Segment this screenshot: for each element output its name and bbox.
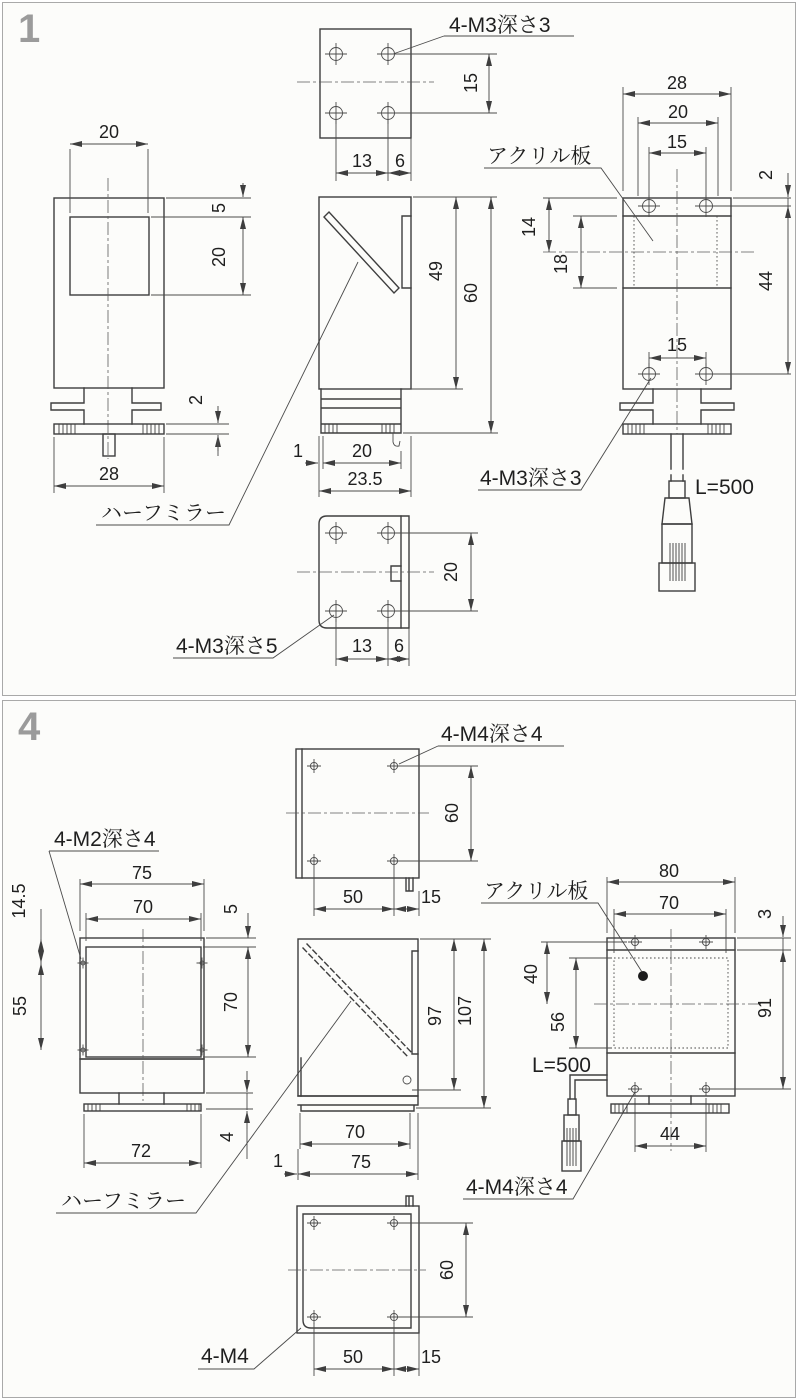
p1-right-view (484, 73, 791, 591)
p1-top-plate (320, 29, 411, 138)
screw-hole (307, 854, 321, 868)
thread-hatch (628, 424, 724, 434)
leader-line (484, 168, 653, 241)
dim-44: 44 (659, 1124, 681, 1144)
p1-front-flange (54, 424, 164, 434)
p4-top-plate (296, 749, 419, 878)
tap-callout: 4-M4 (201, 1345, 249, 1368)
tap-callout: 4-M4深さ4 (441, 723, 543, 746)
dim-1: 1 (292, 441, 304, 461)
dim-1: 1 (272, 1151, 284, 1171)
screw-hole (307, 759, 321, 773)
cable (671, 434, 683, 481)
dim-75: 75 (350, 1152, 372, 1172)
p1-side-view (293, 197, 651, 497)
dim-97: 97 (425, 1005, 445, 1027)
tap-callout: 4-M4深さ4 (466, 1176, 568, 1199)
screw-hole (699, 935, 713, 949)
screw-hole (387, 1310, 401, 1324)
dim-13: 13 (351, 636, 373, 656)
cable-length: L=500 (695, 476, 754, 499)
dim-70: 70 (658, 893, 680, 913)
dim-75: 75 (131, 863, 153, 883)
dim-23-5: 23.5 (347, 469, 383, 489)
p4-bottom-view (198, 1196, 473, 1376)
drawing-panel-1 (2, 2, 796, 696)
dim-5: 5 (209, 202, 229, 214)
dim-20: 20 (351, 441, 373, 461)
p4-bottom-inner (303, 1214, 411, 1328)
p4-right-view (481, 861, 791, 1171)
p1-front-window (70, 217, 149, 295)
p4-right-flange (611, 1104, 729, 1113)
screw-hole (78, 958, 89, 969)
p4-right-neck (649, 1096, 691, 1104)
dim-4: 4 (217, 1131, 237, 1143)
dim-80: 80 (658, 861, 680, 881)
p4-front-base (80, 1059, 204, 1093)
screw-hole (387, 759, 401, 773)
dim-2: 2 (186, 394, 206, 406)
p4-front-window (86, 947, 201, 1057)
dim-60: 60 (437, 1259, 457, 1281)
dim-50: 50 (342, 887, 364, 907)
thread-hatch (325, 424, 394, 433)
p4-top-tab (406, 878, 413, 891)
dim-20-right: 20 (209, 246, 229, 268)
p4-side-hole (403, 1076, 411, 1084)
dim-70-right: 70 (221, 991, 241, 1013)
tap-callout: 4-M3深さ3 (449, 14, 551, 37)
screw-hole (307, 1216, 321, 1230)
drawing-panel-4 (2, 700, 796, 1398)
p1-side-hook (393, 433, 400, 446)
leader-line (393, 36, 574, 54)
dim-72: 72 (130, 1141, 152, 1161)
p1-front-view (51, 122, 251, 493)
screw-hole (387, 854, 401, 868)
dim-18: 18 (551, 253, 571, 275)
p4-front-body (80, 938, 204, 1059)
p1-front-neck (51, 388, 161, 424)
dim-14-5: 14.5 (9, 883, 29, 919)
dim-91: 91 (755, 997, 775, 1019)
dim-6: 6 (393, 636, 405, 656)
dim-15-bottom: 15 (666, 335, 688, 355)
dim-28: 28 (666, 73, 688, 93)
dim-44: 44 (756, 270, 776, 292)
dim-20: 20 (667, 102, 689, 122)
dim-15: 15 (420, 887, 442, 907)
dim-49: 49 (426, 260, 446, 282)
thread-hatch (59, 424, 159, 434)
dim-15: 15 (461, 72, 481, 94)
acrylic-callout: アクリル板 (484, 880, 589, 903)
dim-50: 50 (342, 1347, 364, 1367)
dim-15-top: 15 (666, 132, 688, 152)
dim-56: 56 (548, 1011, 568, 1033)
screw-hole (307, 1310, 321, 1324)
dim-70: 70 (344, 1122, 366, 1142)
dim-60: 60 (461, 282, 481, 304)
p1-side-slot (402, 216, 411, 288)
tap-callout: 4-M3深さ3 (480, 467, 582, 490)
p4-side-flange (298, 1096, 418, 1111)
thread-hatch (88, 1104, 199, 1111)
dim-70-top: 70 (132, 897, 154, 917)
dim-2: 2 (756, 169, 776, 181)
screw-hole (628, 1082, 642, 1096)
p4-half-mirror (303, 944, 413, 1058)
screw-hole (197, 958, 208, 969)
half-mirror-callout: ハーフミラー (61, 1190, 186, 1213)
p1-front-pin (103, 434, 115, 456)
screw-hole (78, 1045, 89, 1056)
dim-55: 55 (10, 995, 30, 1017)
p1-bottom-notch (391, 566, 401, 581)
dim-6: 6 (394, 151, 406, 171)
panel-number: 4 (18, 705, 41, 749)
p4-front-neck (119, 1093, 164, 1104)
screw-hole (197, 1045, 208, 1056)
leader-line (399, 746, 564, 764)
dim-40: 40 (521, 963, 541, 985)
dim-20: 20 (441, 561, 461, 583)
dim-15: 15 (420, 1347, 442, 1367)
dim-13: 13 (351, 151, 373, 171)
p4-front-flange (84, 1104, 201, 1111)
acrylic-marker-dot (638, 971, 648, 981)
tap-callout: 4-M3深さ5 (176, 635, 278, 658)
screw-hole (699, 1082, 713, 1096)
cable-length: L=500 (532, 1054, 591, 1077)
p1-half-mirror (324, 212, 399, 293)
p4-front-view (9, 828, 256, 1168)
p1-bottom-view (173, 516, 478, 666)
screw-hole (387, 1216, 401, 1230)
cable (570, 1075, 607, 1099)
dim-20-top: 20 (98, 122, 120, 142)
drawing-1-canvas (3, 3, 795, 695)
dim-5: 5 (221, 903, 241, 915)
acrylic-callout: アクリル板 (487, 145, 592, 168)
thread-hatch (615, 1104, 721, 1113)
p4-side-slot (301, 951, 418, 1096)
screw-hole (628, 935, 642, 949)
connector (659, 481, 695, 591)
screw-hole (377, 43, 399, 65)
screw-hole (377, 600, 399, 622)
dim-14: 14 (519, 216, 539, 238)
panel-number: 1 (18, 7, 41, 51)
half-mirror-callout: ハーフミラー (101, 502, 226, 525)
dim-60: 60 (442, 802, 462, 824)
connector (562, 1099, 581, 1171)
p4-side-body (298, 939, 418, 1096)
dim-107: 107 (455, 995, 475, 1027)
screw-hole (325, 43, 347, 65)
p1-right-body (623, 198, 731, 389)
p4-bottom-tab (406, 1196, 413, 1206)
dim-28: 28 (98, 464, 120, 484)
tap-callout: 4-M2深さ4 (54, 828, 156, 851)
drawing-4-canvas (3, 701, 795, 1397)
dim-3: 3 (755, 908, 775, 920)
screw-hole (325, 522, 347, 544)
screw-hole (377, 522, 399, 544)
